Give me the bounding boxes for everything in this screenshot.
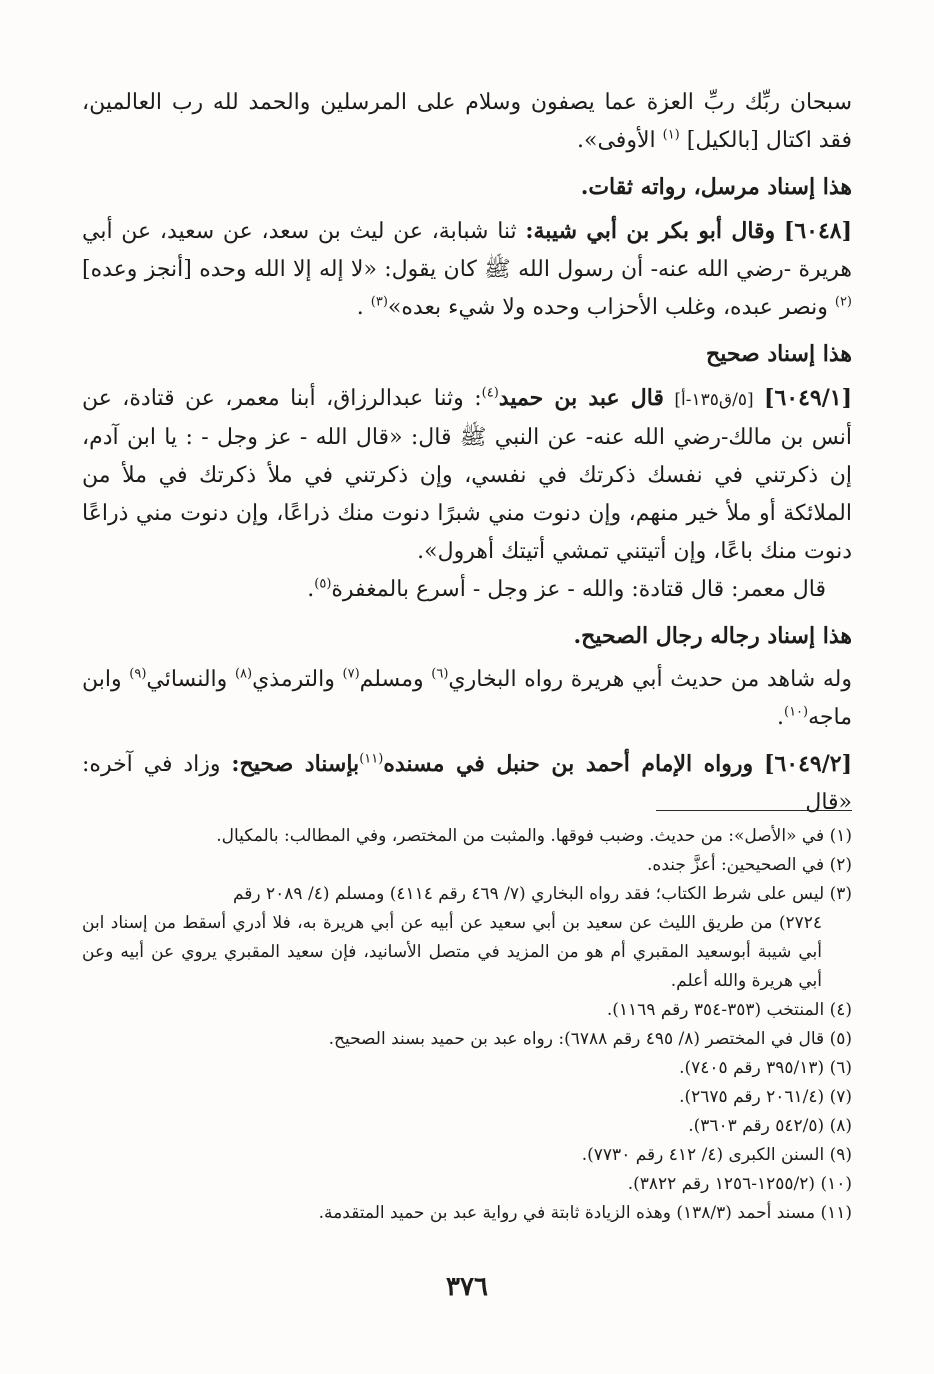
footnotes: [82, 822, 852, 1228]
narrator-intro: ورواه الإمام أحمد بن حنبل في مسنده: [383, 751, 754, 777]
footnote-9: (٩) السنن الكبرى (٤/ ٤١٢ رقم ٧٧٣٠).: [581, 1145, 852, 1165]
isnad-judgement: هذا إسناد رجاله رجال الصحيح.: [573, 623, 852, 649]
footnote-ref: (١١): [359, 751, 384, 767]
footnote-7: (٧) (٢٠٦١/٤ رقم ٢٦٧٥).: [679, 1087, 852, 1107]
paragraph-closing-dua: سبحان ربِّك ربِّ العزة عما يصفون وسلام على المرسلين والحمد لله رب العالمين، فقد اكتال [بالكيل] $^{(١)}$ الأوفى».: [82, 90, 852, 153]
hadith-number: [٦٠٤٩/٢]: [764, 751, 852, 777]
hadith-number: [٦٠٤٨]: [783, 218, 852, 244]
footnote-2: (٢) في الصحيحين: أعزَّ جنده.: [647, 855, 852, 875]
footnote-3-continued: ٢٧٢٤) من طريق الليث عن سعيد بن أبي سعيد عن أبيه عن أبي هريرة به، فلا أدري أسقط من إسناد ابن أبي شيبة أبوسعيد المقبري أم هو من المزيد في متصل الأسانيد، فإن سعيد المقبري يروي عن أبيه وعن أبي هريرة والله أعلم.: [82, 913, 822, 991]
narrator-intro: وقال أبو بكر بن أبي شيبة:: [525, 218, 776, 244]
supporting-narrations: وله شاهد من حديث أبي هريرة رواه البخاري$^{(٦)}$ ومسلم$^{(٧)}$ والترمذي$^{(٨)}$ والنسائي$^{(٩)}$ وابن ماجه$^{(١٠)}$.: [82, 666, 852, 730]
footnote-11: (١١) مسند أحمد (١٣٨/٣) وهذه الزيادة ثابتة في رواية عبد بن حميد المتقدمة.: [318, 1203, 852, 1223]
footnote-divider: [656, 810, 852, 811]
hadith-number: [٦٠٤٩/١]: [764, 385, 852, 411]
footnote-5: (٥) قال في المختصر (٨/ ٤٩٥ رقم ٦٧٨٨): رواه عبد بن حميد بسند الصحيح.: [328, 1029, 852, 1049]
isnad-judgement: هذا إسناد مرسل، رواته ثقات.: [580, 174, 852, 200]
footnote-ref: (٩): [129, 666, 147, 682]
hadith-6049-2: [٦٠٤٩/٢] ورواه الإمام أحمد بن حنبل في مسنده$^{(١١)}$بإسناد صحيح: وزاد في آخره: «قال: [82, 751, 852, 815]
footnote-4: (٤) المنتخب (٣٥٣-٣٥٤ رقم ١١٦٩).: [606, 1000, 852, 1020]
footnote-ref: (٥): [314, 576, 332, 592]
footnote-ref: (١): [662, 127, 680, 143]
hadith-6049-1: [٦٠٤٩/١] [٥/ق١٣٥-أ] قال عبد بن حميد$^{(٤)}$: وثنا عبدالرزاق، أبنا معمر، عن قتادة، عن أنس بن مالك-رضي الله عنه- عن النبي ﷺ قال: «قال الله - عز وجل - : يا ابن آدم، إن ذكرتني في نفسك ذكرتك في نفسي، وإن ذكرتني في ملأ ذكرتك في ملأ من الملائكة أو ملأ خير منهم، وإن دنوت مني شبرًا دنوت منك ذراعًا، وإن دنوت مني ذراعًا دنوت منك باعًا، وإن أتيتني تمشي أتيتك أهرول».: [82, 385, 852, 564]
manuscript-marker: [٥/ق١٣٥-أ]: [674, 390, 754, 410]
footnote-10: (١٠) (١٢٥٥/٢-١٢٥٦ رقم ٣٨٢٢).: [627, 1174, 852, 1194]
footnote-8: (٨) (٥٤٢/٥ رقم ٣٦٠٣).: [688, 1116, 852, 1136]
footnote-6: (٦) (٣٩٥/١٣ رقم ٧٤٠٥).: [679, 1058, 852, 1078]
footnote-3: (٣) ليس على شرط الكتاب؛ فقد رواه البخاري (٧/ ٤٦٩ رقم ٤١١٤) ومسلم (٤/ ٢٠٨٩ رقم: [232, 884, 852, 904]
hadith-6048: [٦٠٤٨] وقال أبو بكر بن أبي شيبة: ثنا شبابة، عن ليث بن سعد، عن سعيد، عن أبي هريرة -رضي الله عنه- أن رسول الله ﷺ كان يقول: «لا إله إلا الله وحده [أنجز وعده]$^{(٢)}$ ونصر عبده، وغلب الأحزاب وحده ولا شيء بعده»$^{(٣)}$ .: [82, 218, 852, 320]
footnote-ref: (٦): [431, 666, 449, 682]
narrator-intro: قال عبد بن حميد: [498, 385, 664, 411]
footnote-1: (١) في «الأصل»: من حديث. وضبب فوقها. والمثبت من المختصر، وفي المطالب: بالمكيال.: [216, 826, 852, 846]
page-number: ٣٧٦: [446, 1272, 488, 1302]
footnote-ref: (٣): [370, 294, 388, 310]
footnote-ref: (٢): [834, 294, 852, 310]
main-text: [82, 84, 852, 822]
footnote-ref: (٨): [234, 666, 253, 682]
isnad-judgement: هذا إسناد صحيح: [706, 341, 852, 367]
mamar-statement: قال معمر: قال قتادة: والله - عز وجل - أسرع بالمغفرة$^{(٥)}$.: [307, 576, 826, 602]
footnote-ref: (١٠): [783, 704, 809, 720]
footnote-ref: (٧): [342, 666, 360, 682]
footnote-ref: (٤): [481, 385, 499, 401]
